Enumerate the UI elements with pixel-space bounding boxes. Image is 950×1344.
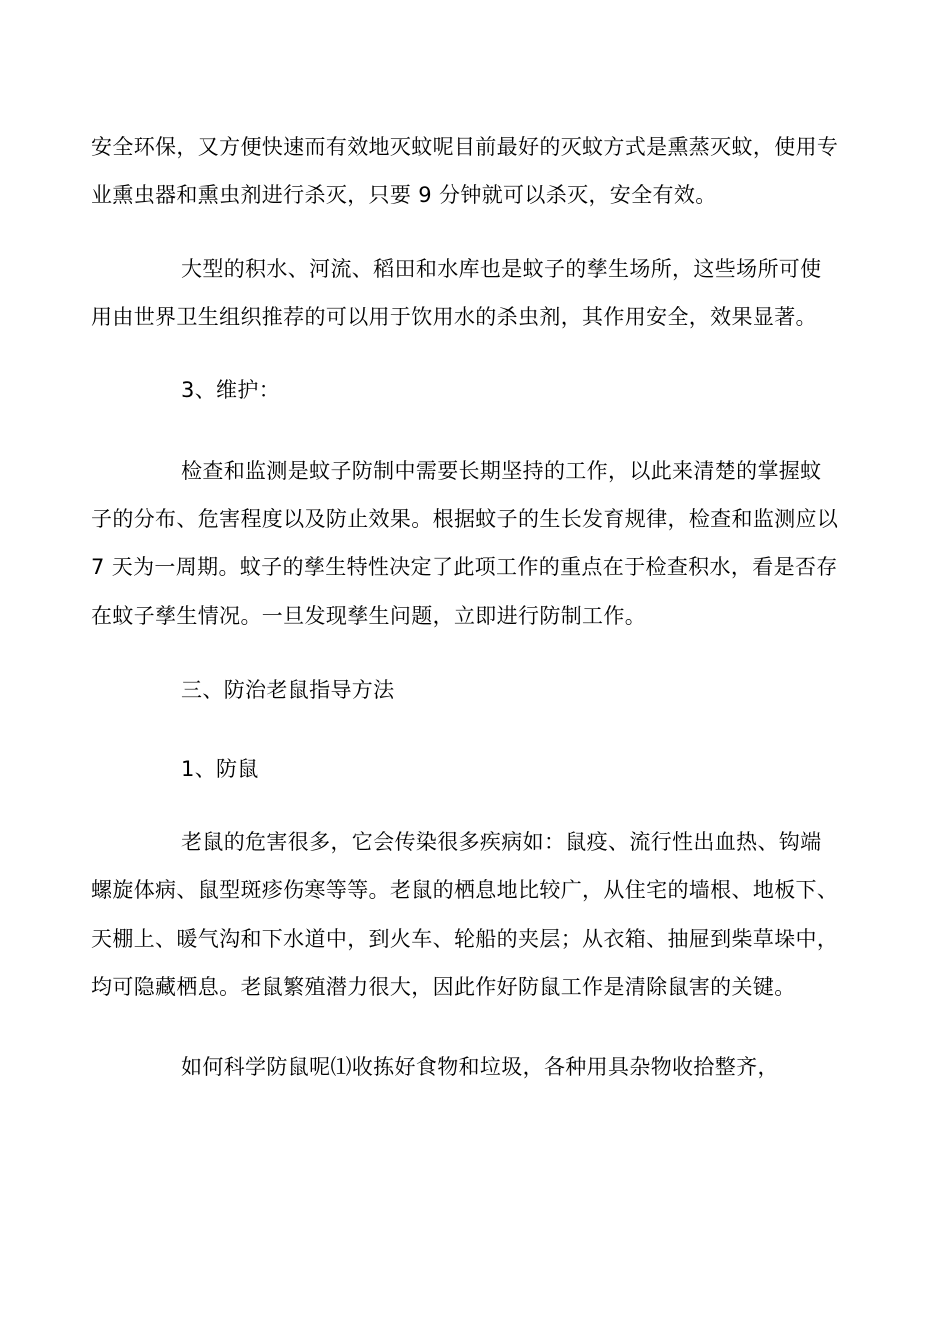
paragraph-line: 老鼠的危害很多，它会传染很多疾病如：鼠疫、流行性出血热、钩端: [181, 830, 822, 854]
paragraph-line: 螺旋体病、鼠型斑疹伤寒等等。老鼠的栖息地比较广，从住宅的墙根、地板下、: [91, 878, 839, 902]
paragraph-line: 检查和监测是蚊子防制中需要长期坚持的工作，以此来清楚的掌握蚊: [181, 459, 822, 483]
paragraph-line: 均可隐藏栖息。老鼠繁殖潜力很大，因此作好防鼠工作是清除鼠害的关键。: [91, 975, 796, 999]
paragraph-line: 安全环保，又方便快速而有效地灭蚊呢目前最好的灭蚊方式是熏蒸灭蚊，使用专: [91, 135, 839, 159]
section-heading: 三、防治老鼠指导方法: [181, 678, 395, 702]
section-heading: 3、维护：: [181, 378, 281, 402]
paragraph-line: 天棚上、暖气沟和下水道中，到火车、轮船的夹层；从衣箱、抽屉到柴草垛中，: [91, 927, 839, 951]
paragraph-line: 在蚊子孳生情况。一旦发现孳生问题，立即进行防制工作。: [91, 604, 647, 628]
paragraph-line: 大型的积水、河流、稻田和水库也是蚊子的孳生场所，这些场所可使: [181, 257, 822, 281]
paragraph-line: 如何科学防鼠呢⑴收拣好食物和垃圾，各种用具杂物收拾整齐，: [181, 1055, 779, 1079]
paragraph-line: 业熏虫器和熏虫剂进行杀灭，只要 9 分钟就可以杀灭，安全有效。: [91, 183, 717, 207]
paragraph-line: 7 天为一周期。蚊子的孳生特性决定了此项工作的重点在于检查积水，看是否存: [91, 555, 838, 579]
paragraph-line: 子的分布、危害程度以及防止效果。根据蚊子的生长发育规律，检查和监测应以: [91, 507, 839, 531]
section-heading: 1、防鼠: [181, 757, 259, 781]
paragraph-line: 用由世界卫生组织推荐的可以用于饮用水的杀虫剂，其作用安全，效果显著。: [91, 305, 817, 329]
